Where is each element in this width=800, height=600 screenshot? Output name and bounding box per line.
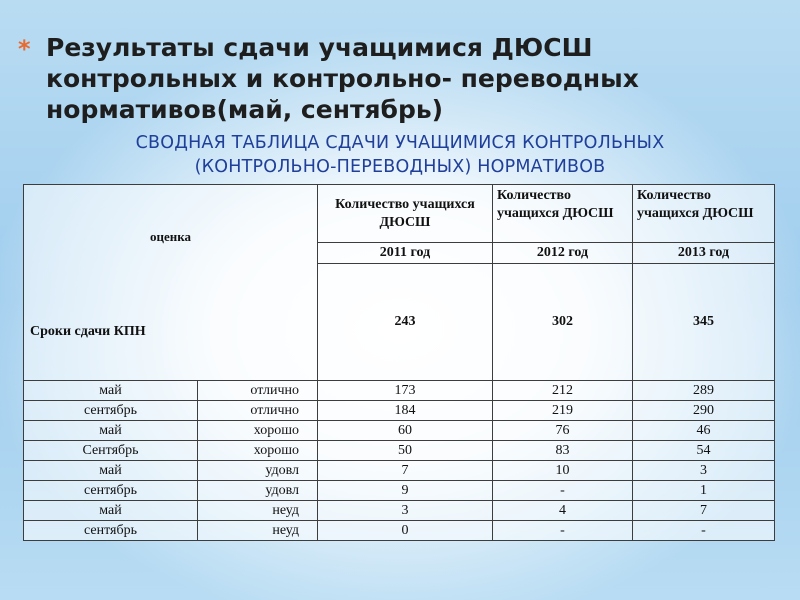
- title-text: Результаты сдачи учащимися ДЮСШ контрольных и контрольно- переводных нормативов(май, сентябрь): [46, 33, 639, 124]
- period-cell: май: [24, 461, 198, 481]
- table-body: [24, 381, 775, 541]
- caption-line-1: СВОДНАЯ ТАБЛИЦА СДАЧИ УЧАЩИМИСЯ КОНТРОЛЬНЫХ: [135, 133, 665, 153]
- value-2011-cell: 0: [318, 521, 493, 541]
- grade-cell: удовл: [198, 461, 318, 481]
- period-cell: май: [24, 381, 198, 401]
- col-header-2013: Количество учащихся ДЮСШ: [633, 185, 775, 243]
- table-row: [24, 521, 775, 541]
- period-cell: май: [24, 501, 198, 521]
- value-2013-cell: 1: [633, 481, 775, 501]
- table-row: [24, 441, 775, 461]
- period-cell: май: [24, 421, 198, 441]
- period-cell: сентябрь: [24, 481, 198, 501]
- table-row: [24, 461, 775, 481]
- period-cell: Сентябрь: [24, 441, 198, 461]
- year-2013: 2013 год: [633, 243, 775, 264]
- value-2013-cell: 290: [633, 401, 775, 421]
- grade-cell: хорошо: [198, 421, 318, 441]
- table-row: [24, 401, 775, 421]
- value-2011-cell: 60: [318, 421, 493, 441]
- value-2012-cell: -: [493, 521, 633, 541]
- table-row: [24, 421, 775, 441]
- period-cell: сентябрь: [24, 401, 198, 421]
- table-row: [24, 501, 775, 521]
- caption-line-2: (КОНТРОЛЬНО-ПЕРЕВОДНЫХ) НОРМАТИВОВ: [194, 157, 606, 177]
- value-2012-cell: 212: [493, 381, 633, 401]
- value-2012-cell: 83: [493, 441, 633, 461]
- value-2011-cell: 50: [318, 441, 493, 461]
- table-row: [24, 481, 775, 501]
- grade-cell: хорошо: [198, 441, 318, 461]
- value-2011-cell: 9: [318, 481, 493, 501]
- table-caption: [20, 131, 780, 179]
- value-2013-cell: 3: [633, 461, 775, 481]
- value-2012-cell: -: [493, 481, 633, 501]
- year-2012: 2012 год: [493, 243, 633, 264]
- value-2011-cell: 184: [318, 401, 493, 421]
- bullet-icon: *: [18, 35, 31, 63]
- value-2013-cell: 289: [633, 381, 775, 401]
- value-2013-cell: 7: [633, 501, 775, 521]
- slide-title: [18, 32, 788, 125]
- corner-header-cell: [24, 185, 318, 381]
- value-2013-cell: -: [633, 521, 775, 541]
- total-2012: 302: [493, 264, 633, 381]
- value-2012-cell: 10: [493, 461, 633, 481]
- value-2012-cell: 76: [493, 421, 633, 441]
- value-2013-cell: 54: [633, 441, 775, 461]
- grade-cell: отлично: [198, 401, 318, 421]
- period-cell: сентябрь: [24, 521, 198, 541]
- grade-cell: удовл: [198, 481, 318, 501]
- total-2011: 243: [318, 264, 493, 381]
- value-2012-cell: 219: [493, 401, 633, 421]
- grade-cell: неуд: [198, 521, 318, 541]
- results-table: [23, 184, 775, 541]
- value-2011-cell: 7: [318, 461, 493, 481]
- value-2012-cell: 4: [493, 501, 633, 521]
- col-header-2012: Количество учащихся ДЮСШ: [493, 185, 633, 243]
- table-row: [24, 381, 775, 401]
- grade-cell: неуд: [198, 501, 318, 521]
- value-2013-cell: 46: [633, 421, 775, 441]
- period-header: Сроки сдачи КПН: [30, 324, 146, 339]
- grade-header: оценка: [149, 229, 192, 244]
- col-header-2011: Количество учащихся ДЮСШ: [318, 185, 493, 243]
- grade-cell: отлично: [198, 381, 318, 401]
- value-2011-cell: 173: [318, 381, 493, 401]
- value-2011-cell: 3: [318, 501, 493, 521]
- year-2011: 2011 год: [318, 243, 493, 264]
- total-2013: 345: [633, 264, 775, 381]
